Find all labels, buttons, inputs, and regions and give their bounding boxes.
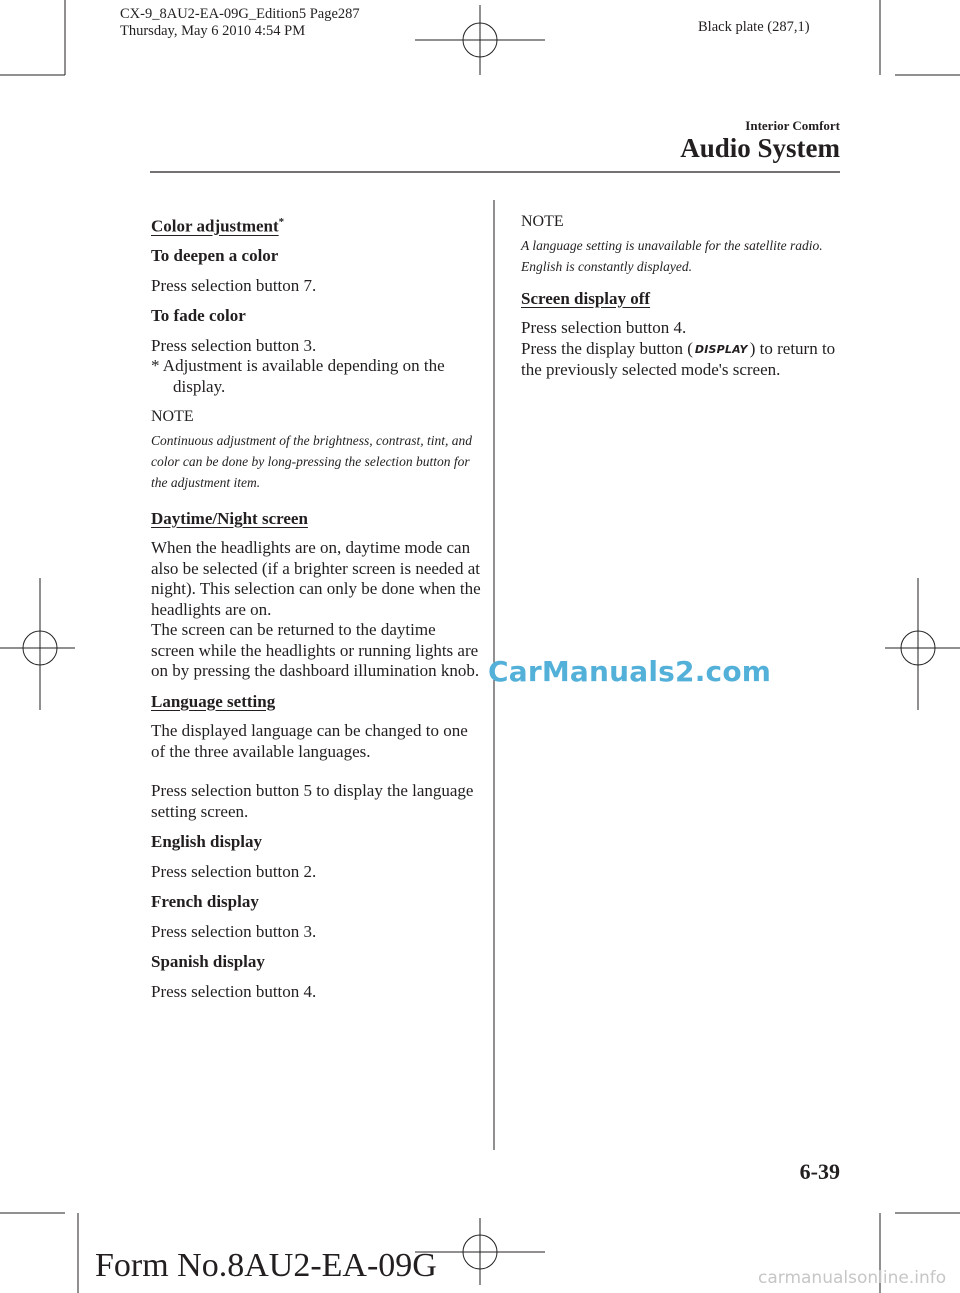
left-column bbox=[151, 212, 481, 1002]
screen-off-paragraph-1: Press selection button 4. bbox=[521, 318, 687, 337]
language-paragraph-1: The displayed language can be changed to one of the three available languages. bbox=[151, 721, 468, 761]
page-title: Audio System bbox=[680, 133, 840, 163]
daytime-night-paragraph-1: When the headlights are on, daytime mode can also be selected (if a brighter screen is needed at night). This selection can only be done when the headlights are on. bbox=[151, 538, 481, 619]
print-job-info bbox=[120, 6, 360, 40]
right-column bbox=[521, 212, 846, 381]
form-number: Form No.8AU2-EA-09G bbox=[95, 1247, 437, 1284]
date-line: Thursday, May 6 2010 4:54 PM bbox=[120, 23, 306, 39]
color-adjustment-heading: Color adjustment bbox=[151, 216, 279, 236]
file-line: CX-9_8AU2-EA-09G_Edition5 Page287 bbox=[120, 6, 360, 22]
screen-off-paragraph-2 bbox=[521, 339, 846, 381]
language-setting-heading: Language setting bbox=[151, 691, 276, 711]
note-text: A language setting is unavailable for the satellite radio. English is constantly displayed. bbox=[521, 237, 823, 274]
english-display-heading: English display bbox=[151, 832, 263, 852]
note-label: NOTE bbox=[151, 408, 194, 426]
note-text: Continuous adjustment of the brightness, contrast, tint, and color can be done by long-pressing the selection button for the adjustment item. bbox=[151, 432, 473, 490]
english-display-text: Press selection button 2. bbox=[151, 861, 317, 881]
fade-text: Press selection button 3. bbox=[151, 335, 317, 355]
page-number: 6-39 bbox=[799, 1159, 840, 1184]
french-display-text: Press selection button 3. bbox=[151, 921, 317, 941]
language-paragraph-2: Press selection button 5 to display the language setting screen. bbox=[151, 781, 474, 821]
footer-watermark: carmanualsonline.info bbox=[758, 1268, 947, 1288]
footnote: * Adjustment is available depending on the display. bbox=[151, 356, 445, 396]
screen-off-text-before: Press the display button ( bbox=[521, 338, 693, 358]
deepen-heading: To deepen a color bbox=[151, 246, 279, 266]
spanish-display-text: Press selection button 4. bbox=[151, 981, 317, 1001]
fade-heading: To fade color bbox=[151, 306, 246, 326]
daytime-night-heading: Daytime/Night screen bbox=[151, 508, 308, 528]
french-display-heading: French display bbox=[151, 892, 259, 912]
asterisk-mark: * bbox=[278, 216, 285, 228]
screen-off-text-after: ) to return to the previously selected mode's screen. bbox=[521, 338, 836, 379]
spanish-display-heading: Spanish display bbox=[151, 952, 265, 972]
section-label: Interior Comfort bbox=[745, 118, 840, 133]
screen-display-off-heading: Screen display off bbox=[521, 288, 651, 308]
daytime-night-paragraph-2: The screen can be returned to the daytime screen while the headlights or running lights are on by pressing the dashboard illumination knob. bbox=[151, 620, 480, 681]
display-button-icon: DISPLAY bbox=[694, 342, 748, 356]
watermark-logo: CarManuals2.com bbox=[488, 655, 772, 688]
deepen-text: Press selection button 7. bbox=[151, 275, 317, 295]
plate-label: Black plate (287,1) bbox=[698, 19, 810, 35]
note-label: NOTE bbox=[521, 213, 564, 230]
